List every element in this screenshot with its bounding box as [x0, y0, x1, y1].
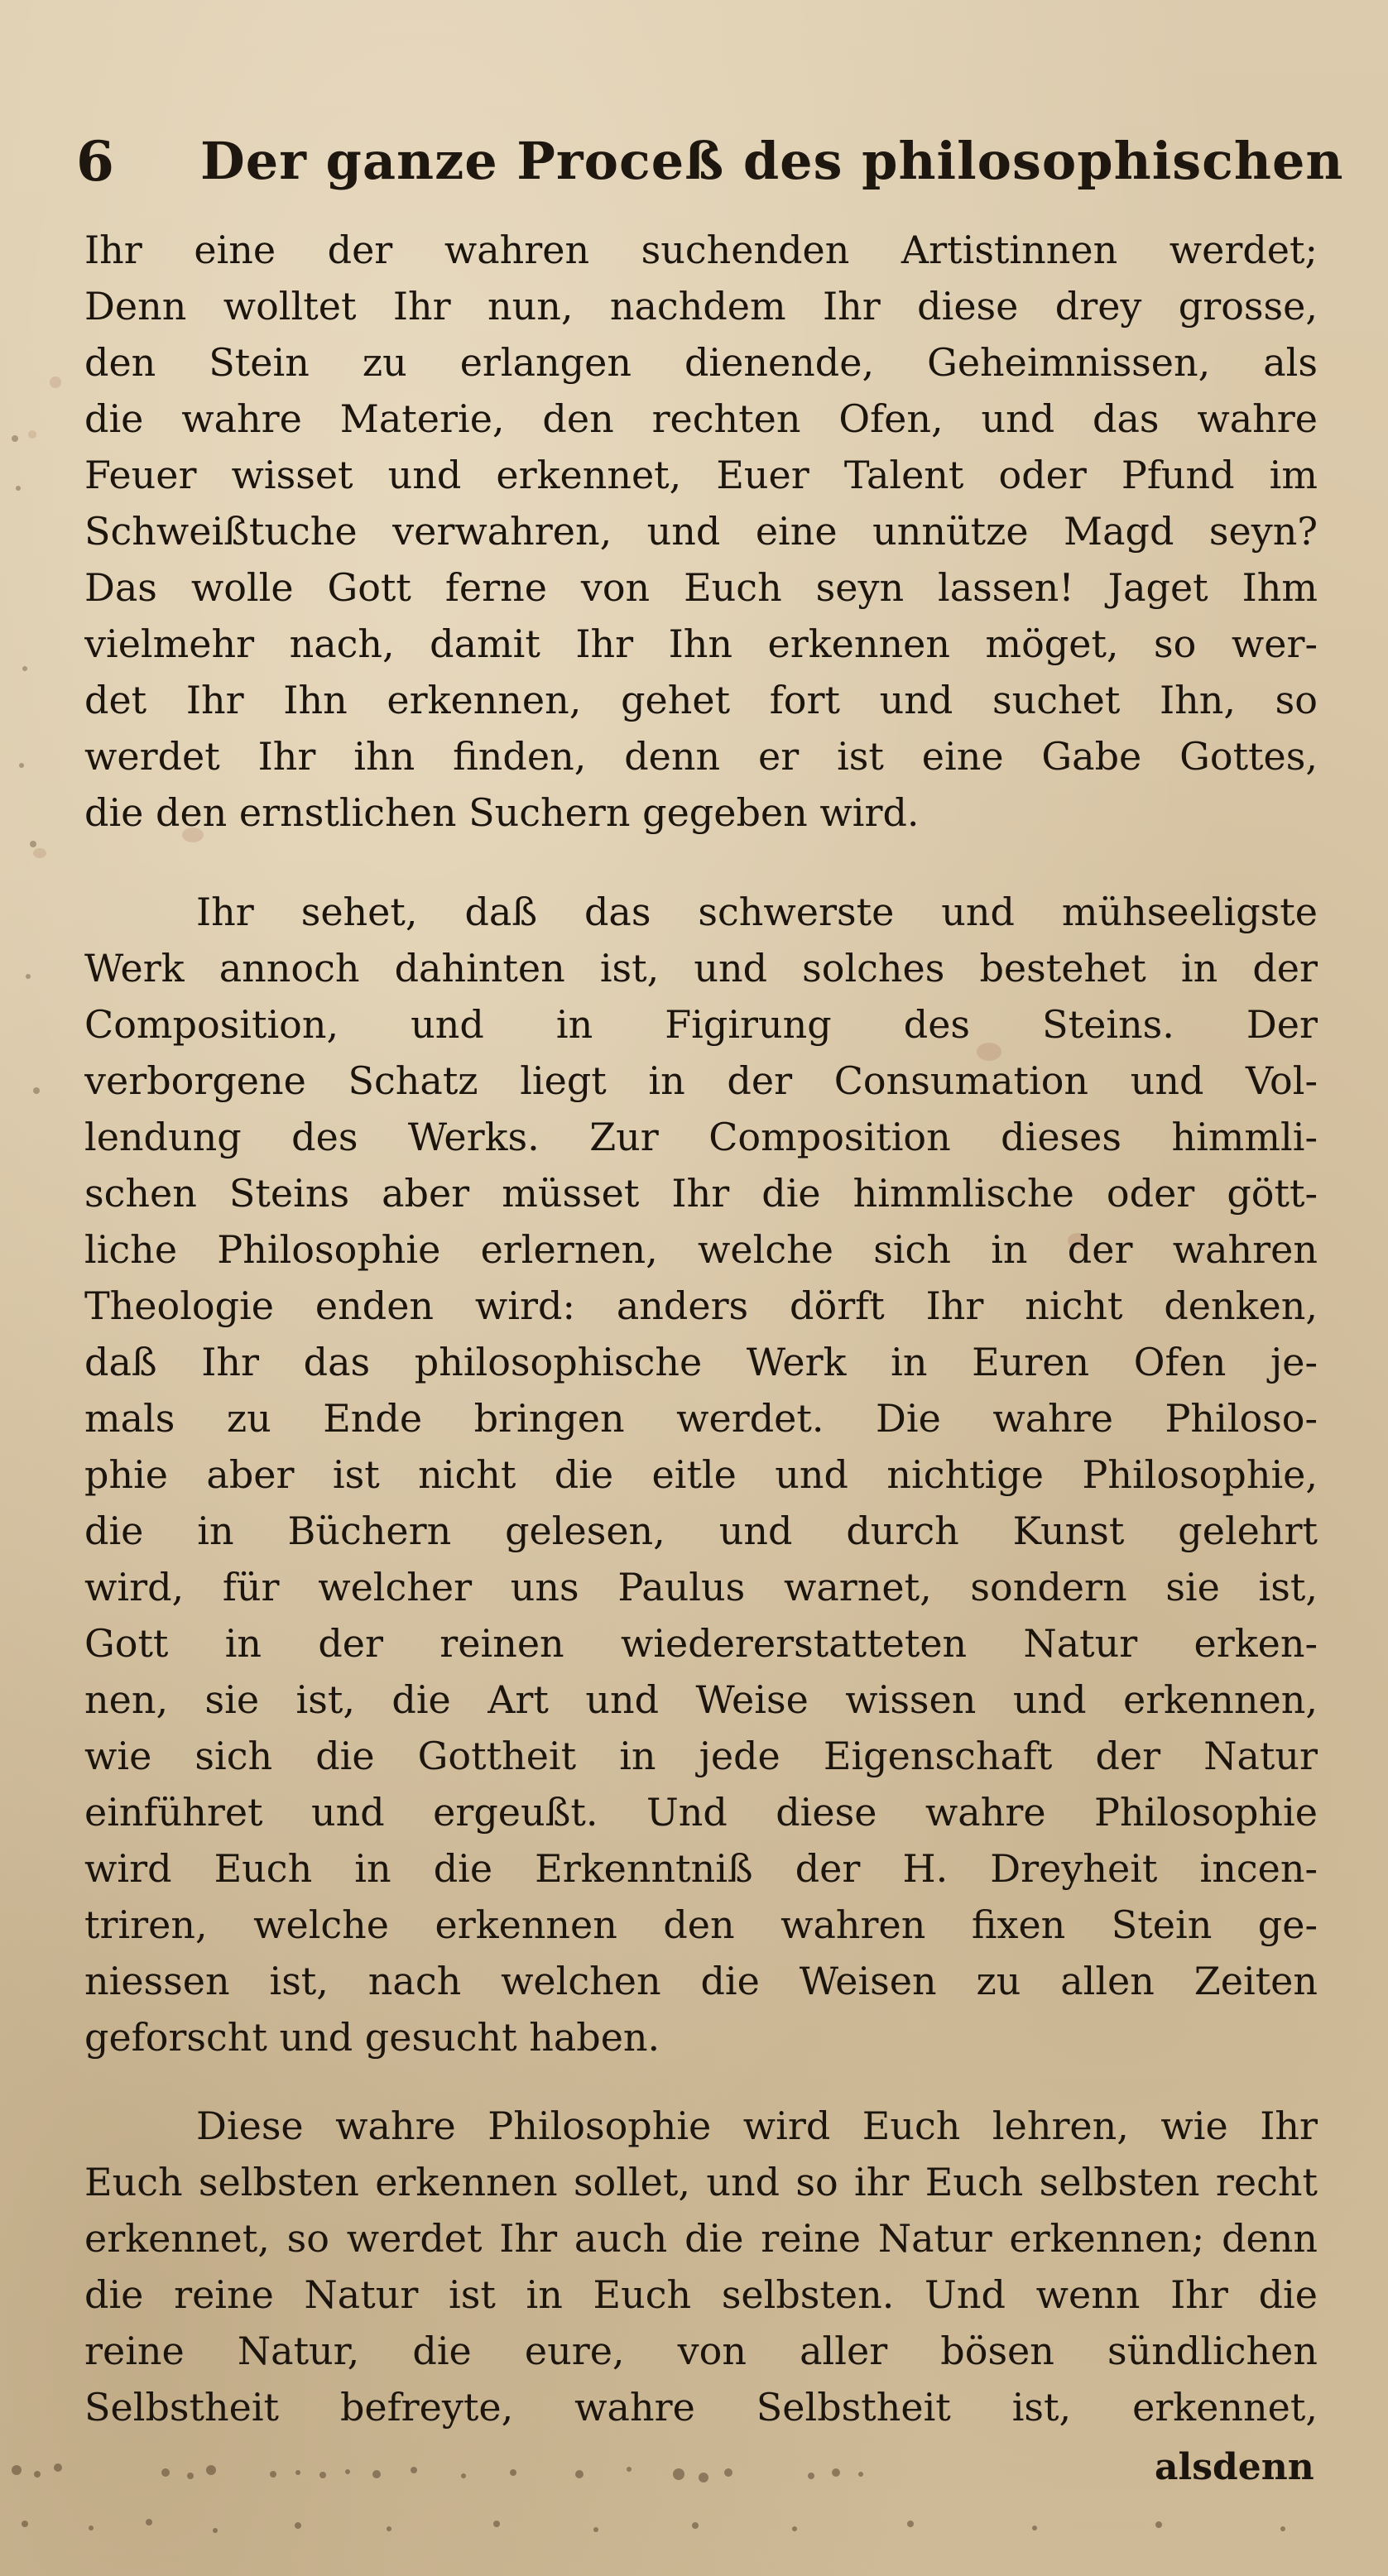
text-line: Euch selbsten erkennen sollet, und so ihr Euch selbsten recht [84, 2160, 1318, 2204]
running-head: Der ganze Proceß des philosophischen [200, 131, 1344, 191]
text-line: triren, welche erkennen den wahren fixen Stein ge- [84, 1902, 1318, 1947]
text-line: mals zu Ende bringen werdet. Die wahre Philoso- [84, 1396, 1318, 1441]
text-line: Schweißtuche verwahren, und eine unnütze Magd seyn? [84, 509, 1318, 554]
paper-stain [50, 377, 61, 388]
text-line: werdet Ihr ihn finden, denn er ist eine Gabe Gottes, [84, 734, 1318, 779]
text-line: wird Euch in die Erkenntniß der H. Dreyheit incen- [84, 1846, 1318, 1891]
paragraph-3 [84, 2098, 1318, 2435]
text-line: wird, für welcher uns Paulus warnet, sondern sie ist, [84, 1565, 1318, 1609]
text-line: Gott in der reinen wiedererstatteten Natur erken- [84, 1621, 1318, 1666]
text-line: den Stein zu erlangen dienende, Geheimnissen, als [84, 340, 1318, 385]
catchword: alsdenn [1155, 2446, 1314, 2488]
text-line: Theologie enden wird: anders dörft Ihr nicht denken, [84, 1283, 1318, 1328]
text-line: niessen ist, nach welchen die Weisen zu allen Zeiten [84, 1959, 1318, 2003]
text-line: verborgene Schatz liegt in der Consumation und Vol- [84, 1058, 1318, 1103]
text-line: geforscht und gesucht haben. [84, 2015, 660, 2060]
text-line: die den ernstlichen Suchern gegeben wird. [84, 790, 920, 835]
text-line: wie sich die Gottheit in jede Eigenschaft der Natur [84, 1734, 1318, 1778]
text-line: die wahre Materie, den rechten Ofen, und das wahre [84, 396, 1318, 441]
text-line: Ihr eine der wahren suchenden Artistinnen werdet; [84, 228, 1318, 272]
text-line: Selbstheit befreyte, wahre Selbstheit ist, erkennet, [84, 2385, 1318, 2430]
text-line: einführet und ergeußt. Und diese wahre Philosophie [84, 1790, 1318, 1835]
text-line: die in Büchern gelesen, und durch Kunst gelehrt [84, 1509, 1318, 1553]
text-line: det Ihr Ihn erkennen, gehet fort und suchet Ihn, so [84, 678, 1318, 722]
text-line: daß Ihr das philosophische Werk in Euren Ofen je- [84, 1340, 1318, 1384]
text-line: reine Natur, die eure, von aller bösen sündlichen [84, 2329, 1318, 2373]
text-line: Ihr sehet, daß das schwerste und mühseeligste [196, 890, 1318, 934]
text-line: liche Philosophie erlernen, welche sich in der wahren [84, 1227, 1318, 1272]
text-line: phie aber ist nicht die eitle und nichtige Philosophie, [84, 1452, 1318, 1497]
page-number: 6 [76, 129, 114, 194]
text-line: Diese wahre Philosophie wird Euch lehren, wie Ihr [196, 2103, 1318, 2148]
text-line: erkennet, so werdet Ihr auch die reine Natur erkennen; denn [84, 2216, 1318, 2261]
text-line: Denn wolltet Ihr nun, nachdem Ihr diese drey grosse, [84, 284, 1318, 329]
text-line: Composition, und in Figirung des Steins. Der [84, 1002, 1318, 1047]
bleed-through-ornament [0, 2425, 1388, 2549]
text-line: Werk annoch dahinten ist, und solches bestehet in der [84, 946, 1318, 991]
margin-specks [0, 0, 50, 2576]
text-line: Feuer wisset und erkennet, Euer Talent oder Pfund im [84, 453, 1318, 497]
text-line: lendung des Werks. Zur Composition dieses himmli- [84, 1115, 1318, 1159]
text-line: Das wolle Gott ferne von Euch seyn lassen! Jaget Ihm [84, 565, 1318, 610]
page-header [76, 124, 1344, 199]
paragraph-2 [84, 884, 1318, 2065]
paragraph-1 [84, 222, 1318, 841]
text-line: nen, sie ist, die Art und Weise wissen und erkennen, [84, 1677, 1318, 1722]
text-line: schen Steins aber müsset Ihr die himmlische oder gött- [84, 1171, 1318, 1216]
text-line: vielmehr nach, damit Ihr Ihn erkennen möget, so wer- [84, 621, 1318, 666]
text-line: die reine Natur ist in Euch selbsten. Und wenn Ihr die [84, 2272, 1318, 2317]
